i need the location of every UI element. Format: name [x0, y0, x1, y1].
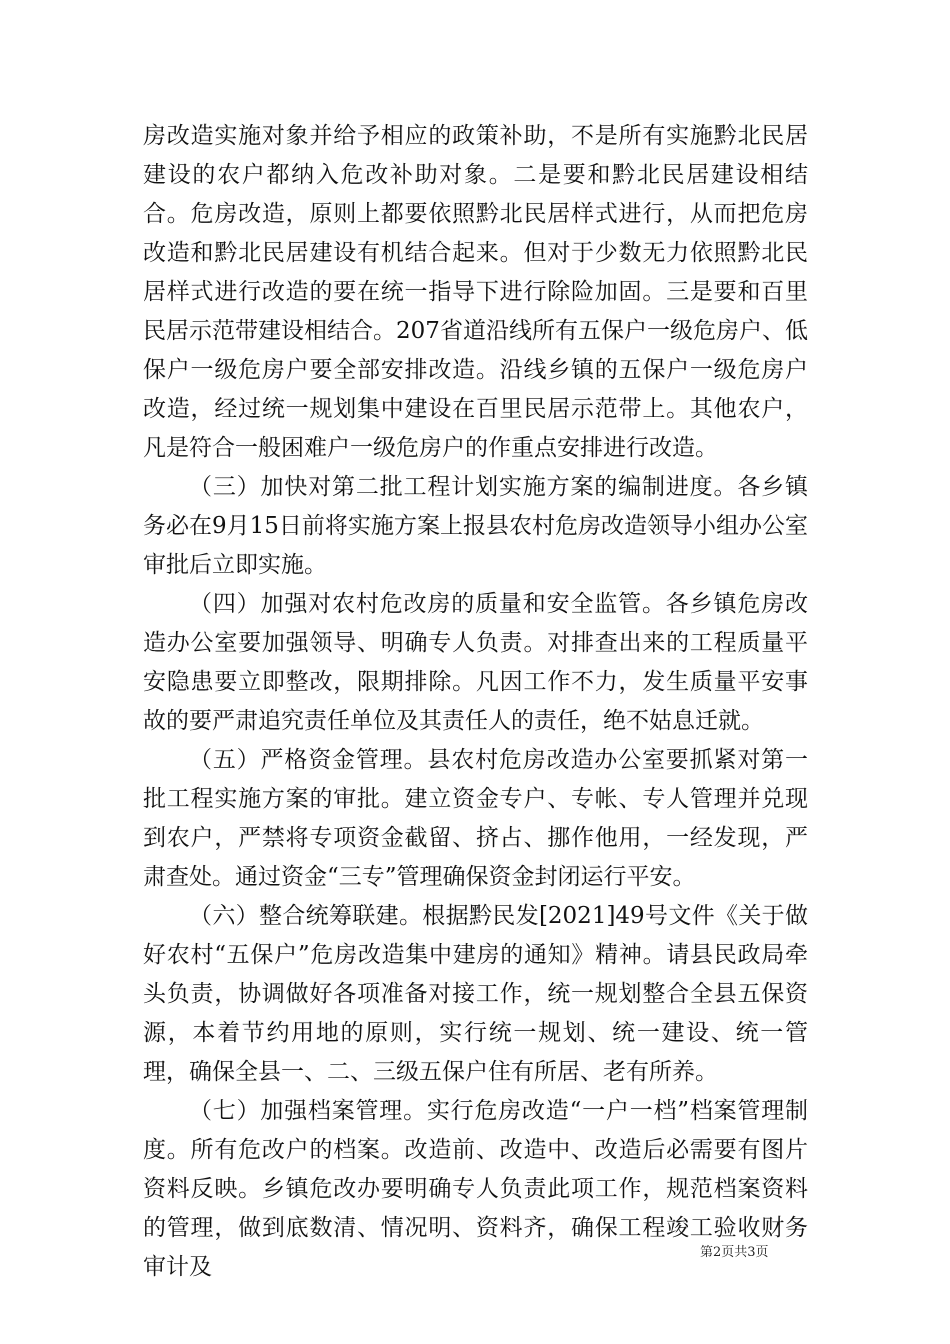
- page-number-footer: 第2页共3页: [700, 1245, 769, 1260]
- paragraph-section-4: （四）加强对农村危改房的质量和安全监管。各乡镇危房改造办公室要加强领导、明确专人负责。对排查出来的工程质量平安隐患要立即整改，限期排除。凡因工作不力，发生质量平安事故的要严肃追究责任单位及其责任人的责任，绝不姑息迁就。: [143, 591, 808, 734]
- paragraph-continuation: 房改造实施对象并给予相应的政策补助，不是所有实施黔北民居建设的农户都纳入危改补助对象。二是要和黔北民居建设相结合。危房改造，原则上都要依照黔北民居样式进行，从而把危房改造和黔北民居建设有机结合起来。但对于少数无力依照黔北民居样式进行改造的要在统一指导下进行除险加固。三是要和百里民居示范带建设相结合。207省道沿线所有五保户一级危房户、低保户一级危房户要全部安排改造。沿线乡镇的五保户一级危房户改造，经过统一规划集中建设在百里民居示范带上。其他农户，凡是符合一般困难户一级危房户的作重点安排进行改造。: [143, 123, 808, 461]
- paragraph-section-3: （三）加快对第二批工程计划实施方案的编制进度。各乡镇务必在9月15日前将实施方案上报县农村危房改造领导小组办公室审批后立即实施。: [143, 474, 808, 578]
- document-body: [143, 117, 808, 1287]
- paragraph-section-5: （五）严格资金管理。县农村危房改造办公室要抓紧对第一批工程实施方案的审批。建立资金专户、专帐、专人管理并兑现到农户，严禁将专项资金截留、挤占、挪作他用，一经发现，严肃查处。通过资金“三专”管理确保资金封闭运行平安。: [143, 747, 808, 890]
- paragraph-section-6: （六）整合统筹联建。根据黔民发[2021]49号文件《关于做好农村“五保户”危房改造集中建房的通知》精神。请县民政局牵头负责，协调做好各项准备对接工作，统一规划整合全县五保资源，本着节约用地的原则，实行统一规划、统一建设、统一管理，确保全县一、二、三级五保户住有所居、老有所养。: [143, 903, 808, 1085]
- paragraph-section-7: （七）加强档案管理。实行危房改造“一户一档”档案管理制度。所有危改户的档案。改造前、改造中、改造后必需要有图片资料反映。乡镇危改办要明确专人负责此项工作，规范档案资料的管理，做到底数清、情况明、资料齐，确保工程竣工验收财务审计及: [143, 1098, 808, 1280]
